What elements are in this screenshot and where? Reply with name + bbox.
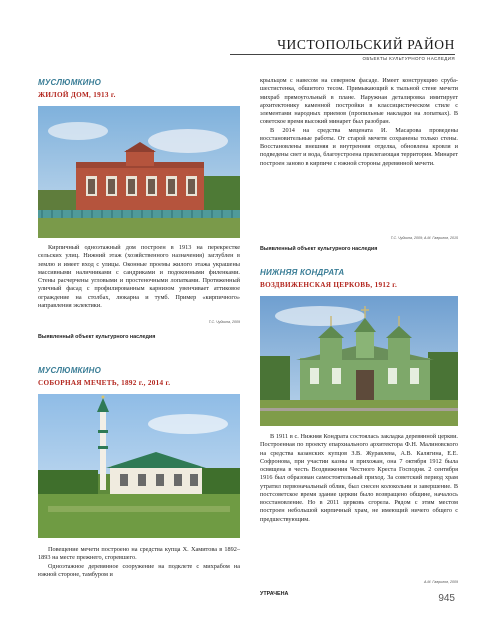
section3-photo-credit: А.М. Гаврилов, 2009 <box>424 580 458 584</box>
section2-object-title: СОБОРНАЯ МЕЧЕТЬ, 1892 г., 2014 г. <box>38 379 171 387</box>
section3-paragraph: В 1911 в с. Нижняя Кондрата состоялась закладка деревянной церкви. Построенная по проекту епархиального архитектора Ф.Н. Малиновского на средства казанских купцов З.В. Журавлева, А.В. Калягина, Е.Е. Софроновa, при участии казны и прихожан, она 7 октября 1912 была освящена в честь Воздвижения Честного Креста Господня. 2 сентября 1916 был образован самостоятельный приход. За советский период храм утратил первоначальный облик, был снесен колокольни и завершение. В постсоветское время здание церкви было возвращено общине, началось восстановление. Но в 2011 церковь сгорела. Рядом с этим местом построен небольшой кирпичный храм, не имеющий ничего общего с предшествующим. <box>260 433 458 523</box>
header-rule <box>230 54 455 55</box>
section3-object-title: ВОЗДВИЖЕНСКАЯ ЦЕРКОВЬ, 1912 г. <box>260 281 398 289</box>
church-photo <box>260 296 458 426</box>
section1-paragraph: Кирпичный одноэтажный дом построен в 1913 на перекрестке сельских улиц. Нижний этаж (хозяйственного назначения) заглублен в землю и имеет вход с улицы. Оконные проемы жилого этажа украшены массивными наличниками с сандриками и подоконными филенками. Стены расчерчены угловыми и простеночными лопатками. Протяженный уличный фасад с профилированным карнизом увенчивает аттиковое ограждение на столбах, люкарна и тумб. Пример «кирпичного» направления эклектики. <box>38 244 240 309</box>
section3-description <box>260 433 458 524</box>
house-photo <box>38 106 240 238</box>
section2-location: МУСЛЮМКИНО <box>38 366 102 375</box>
mosque-photo <box>38 394 240 538</box>
section3-status: УТРАЧЕНА <box>260 591 289 597</box>
section1-description <box>38 244 240 310</box>
section1-object-title: ЖИЛОЙ ДОМ, 1913 г. <box>38 91 116 99</box>
section2-cont-paragraph1: крыльцом с навесом на северном фасаде. Имеет конструкцию сруба-шестистенка, обшитого тесом. Примыкающий к тыльной стене мечети михраб прямоугольный в плане. Наружная деталировка имитирует архитектонику каменной постройки в классицистическом стиле с элементами народных приемов (пропильные накладки на лопатках). В советское время высокий минарет был разобран. <box>260 77 458 126</box>
section2-continuation <box>260 77 458 168</box>
section2-status: Выявленный объект культурного наследия <box>260 246 378 252</box>
section3-location: НИЖНЯЯ КОНДРАТА <box>260 268 345 277</box>
section2-description <box>38 546 240 579</box>
section2-paragraph1: Повещение мечети построено на средства купца Х. Хамитова в 1892–1893 на месте прежнего, сгоревшего. <box>38 546 240 562</box>
district-title: ЧИСТОПОЛЬСКИЙ РАЙОН <box>277 37 455 52</box>
section1-status: Выявленный объект культурного наследия <box>38 334 156 340</box>
page-number: 945 <box>438 593 455 604</box>
section2-paragraph2: Одноэтажное деревянное сооружение на подклете с михрабом на южной стороне, тамбуром и <box>38 562 240 578</box>
section1-photo-credit: Т.С. Чуйкина, 2009 <box>208 320 240 324</box>
section1-location: МУСЛЮМКИНО <box>38 78 102 87</box>
section2-photo-credit: Т.С. Чуйкина, 2009; А.М. Гаврилов, 2015 <box>390 236 458 240</box>
section2-cont-paragraph2: В 2014 на средства мецената И. Масарова проведены восстановительные работы. От старой мечети сохранены только стены. Восстановлены внешняя и внутренняя отделка, обновлена кровля и подведены свет и вода, благоустроена прилегающая территория. Минарет построен заново в кирпиче с южной стороны деревянной мечети. <box>260 126 458 167</box>
district-subtitle: ОБЪЕКТЫ КУЛЬТУРНОГО НАСЛЕДИЯ <box>362 56 455 61</box>
